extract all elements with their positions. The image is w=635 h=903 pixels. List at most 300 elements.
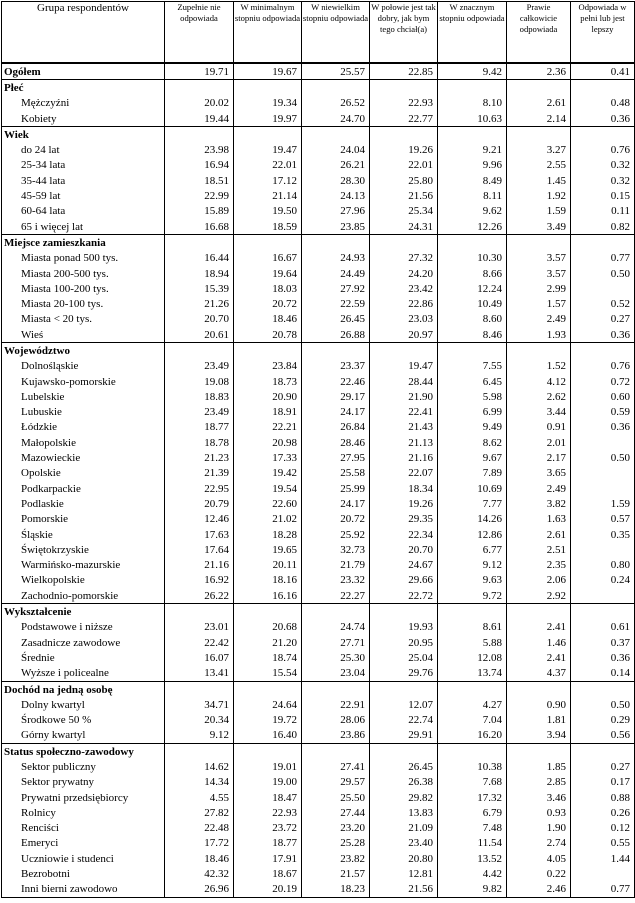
empty-cell — [438, 604, 507, 620]
table-row — [2, 266, 635, 281]
table-cell: 0.57 — [571, 512, 635, 527]
section-title: Wiek — [2, 127, 165, 143]
empty-cell — [302, 681, 370, 697]
table-cell: 29.76 — [370, 666, 438, 682]
table-cell: 0.27 — [571, 759, 635, 774]
table-cell: 0.76 — [571, 142, 635, 157]
table-cell: 12.81 — [370, 866, 438, 881]
row-label: Sektor publiczny — [2, 759, 165, 774]
table-cell — [571, 866, 635, 881]
table-cell: 26.21 — [302, 158, 370, 173]
section-header-row — [2, 744, 635, 760]
table-cell: 0.90 — [507, 697, 571, 712]
table-cell: 20.72 — [302, 512, 370, 527]
table-cell: 1.57 — [507, 296, 571, 311]
table-row — [2, 312, 635, 327]
empty-cell — [507, 80, 571, 96]
table-cell: 3.57 — [507, 251, 571, 266]
row-label: Miasta ponad 500 tys. — [2, 251, 165, 266]
table-cell: 2.61 — [507, 527, 571, 542]
table-cell: 22.60 — [234, 496, 302, 511]
table-cell: 3.49 — [507, 219, 571, 235]
table-cell: 9.62 — [438, 204, 507, 219]
table-cell: 18.83 — [165, 389, 234, 404]
table-cell: 22.93 — [234, 805, 302, 820]
table-cell: 7.77 — [438, 496, 507, 511]
table-cell: 9.12 — [165, 728, 234, 744]
table-cell: 29.66 — [370, 573, 438, 588]
table-cell: 21.23 — [165, 450, 234, 465]
empty-cell — [571, 343, 635, 359]
table-header — [2, 2, 635, 64]
empty-cell — [507, 604, 571, 620]
table-cell: 0.50 — [571, 450, 635, 465]
table-cell: 0.37 — [571, 635, 635, 650]
table-cell: 0.32 — [571, 158, 635, 173]
table-row — [2, 173, 635, 188]
table-cell: 23.42 — [370, 281, 438, 296]
row-label: Warmińsko-mazurskie — [2, 558, 165, 573]
table-cell: 18.67 — [234, 866, 302, 881]
table-cell: 19.42 — [234, 466, 302, 481]
satisfaction-table — [1, 1, 635, 898]
table-cell: 19.72 — [234, 712, 302, 727]
table-cell — [571, 435, 635, 450]
table-cell: 6.45 — [438, 374, 507, 389]
table-cell: 22.59 — [302, 296, 370, 311]
table-cell: 24.70 — [302, 111, 370, 127]
row-label: Łódzkie — [2, 420, 165, 435]
table-cell: 1.59 — [571, 496, 635, 511]
table-cell — [571, 466, 635, 481]
table-cell: 42.32 — [165, 866, 234, 881]
row-label: Emeryci — [2, 836, 165, 851]
table-row — [2, 588, 635, 604]
table-row — [2, 882, 635, 898]
table-cell: 23.40 — [370, 836, 438, 851]
empty-cell — [571, 681, 635, 697]
table-cell: 23.32 — [302, 573, 370, 588]
table-cell: 19.26 — [370, 142, 438, 157]
empty-cell — [234, 744, 302, 760]
table-cell: 25.34 — [370, 204, 438, 219]
table-cell: 19.47 — [370, 359, 438, 374]
empty-cell — [302, 235, 370, 251]
table-cell: 17.63 — [165, 527, 234, 542]
table-cell: 26.52 — [302, 96, 370, 111]
table-cell: 18.23 — [302, 882, 370, 898]
table-cell: 9.12 — [438, 558, 507, 573]
table-cell: 21.26 — [165, 296, 234, 311]
table-cell: 7.89 — [438, 466, 507, 481]
empty-cell — [370, 744, 438, 760]
table-cell: 22.48 — [165, 821, 234, 836]
table-cell: 0.91 — [507, 420, 571, 435]
table-cell: 26.45 — [370, 759, 438, 774]
table-cell: 2.06 — [507, 573, 571, 588]
table-cell: 0.26 — [571, 805, 635, 820]
table-cell: 4.12 — [507, 374, 571, 389]
table-row — [2, 188, 635, 203]
row-label: Kujawsko-pomorskie — [2, 374, 165, 389]
empty-cell — [234, 80, 302, 96]
table-cell: 23.72 — [234, 821, 302, 836]
table-cell: 21.79 — [302, 558, 370, 573]
empty-cell — [165, 343, 234, 359]
row-label: Małopolskie — [2, 435, 165, 450]
table-cell: 22.95 — [165, 481, 234, 496]
row-label: Miasta 100-200 tys. — [2, 281, 165, 296]
empty-cell — [302, 127, 370, 143]
table-cell: 0.27 — [571, 312, 635, 327]
table-cell: 21.57 — [302, 866, 370, 881]
table-cell: 24.17 — [302, 405, 370, 420]
table-row — [2, 204, 635, 219]
table-cell: 2.51 — [507, 542, 571, 557]
table-cell: 22.86 — [370, 296, 438, 311]
table-cell: 9.63 — [438, 573, 507, 588]
table-cell: 16.67 — [234, 251, 302, 266]
table-row — [2, 374, 635, 389]
table-row — [2, 790, 635, 805]
table-cell: 18.34 — [370, 481, 438, 496]
table-cell: 26.22 — [165, 588, 234, 604]
header-col-2: W minimalnym stopniu odpowiada — [234, 2, 302, 64]
row-label: Śląskie — [2, 527, 165, 542]
empty-cell — [370, 681, 438, 697]
section-title: Wykształcenie — [2, 604, 165, 620]
table-cell: 26.96 — [165, 882, 234, 898]
empty-cell — [507, 681, 571, 697]
table-cell: 20.98 — [234, 435, 302, 450]
table-cell: 0.59 — [571, 405, 635, 420]
table-cell: 0.15 — [571, 188, 635, 203]
table-cell: 24.93 — [302, 251, 370, 266]
table-cell: 2.62 — [507, 389, 571, 404]
header-row — [2, 2, 635, 64]
table-cell: 24.04 — [302, 142, 370, 157]
table-row — [2, 219, 635, 235]
table-cell: 1.45 — [507, 173, 571, 188]
table-cell: 23.04 — [302, 666, 370, 682]
table-cell: 27.82 — [165, 805, 234, 820]
table-cell: 3.44 — [507, 405, 571, 420]
table-cell: 21.02 — [234, 512, 302, 527]
table-cell: 0.36 — [571, 650, 635, 665]
table-cell: 2.14 — [507, 111, 571, 127]
table-cell: 0.24 — [571, 573, 635, 588]
table-cell: 0.93 — [507, 805, 571, 820]
table-cell: 16.94 — [165, 158, 234, 173]
table-cell: 22.74 — [370, 712, 438, 727]
table-cell: 16.40 — [234, 728, 302, 744]
table-cell: 16.20 — [438, 728, 507, 744]
table-cell: 1.85 — [507, 759, 571, 774]
table-cell: 22.21 — [234, 420, 302, 435]
table-cell: 4.42 — [438, 866, 507, 881]
table-cell: 12.08 — [438, 650, 507, 665]
table-cell: 5.98 — [438, 389, 507, 404]
row-label: Podstawowe i niższe — [2, 620, 165, 635]
table-cell: 13.41 — [165, 666, 234, 682]
table-row — [2, 712, 635, 727]
table-cell: 1.90 — [507, 821, 571, 836]
table-cell: 21.56 — [370, 882, 438, 898]
table-row — [2, 542, 635, 557]
table-cell: 11.54 — [438, 836, 507, 851]
table-cell: 18.46 — [165, 851, 234, 866]
empty-cell — [438, 80, 507, 96]
table-row — [2, 650, 635, 665]
table-cell: 14.34 — [165, 775, 234, 790]
section-header-row — [2, 343, 635, 359]
table-cell: 18.03 — [234, 281, 302, 296]
table-cell: 17.64 — [165, 542, 234, 557]
table-cell: 22.41 — [370, 405, 438, 420]
table-cell: 2.35 — [507, 558, 571, 573]
empty-cell — [507, 744, 571, 760]
table-row — [2, 405, 635, 420]
table-cell: 6.99 — [438, 405, 507, 420]
table-cell: 3.94 — [507, 728, 571, 744]
empty-cell — [165, 127, 234, 143]
table-cell: 8.46 — [438, 327, 507, 343]
row-label: Wieś — [2, 327, 165, 343]
empty-cell — [234, 604, 302, 620]
table-cell: 3.27 — [507, 142, 571, 157]
empty-cell — [165, 744, 234, 760]
table-cell: 0.14 — [571, 666, 635, 682]
empty-cell — [234, 127, 302, 143]
table-cell: 1.46 — [507, 635, 571, 650]
table-row — [2, 389, 635, 404]
section-title: Miejsce zamieszkania — [2, 235, 165, 251]
table-cell: 13.83 — [370, 805, 438, 820]
table-cell: 12.07 — [370, 697, 438, 712]
empty-cell — [507, 235, 571, 251]
table-cell: 28.44 — [370, 374, 438, 389]
table-row — [2, 666, 635, 682]
table-cell: 21.13 — [370, 435, 438, 450]
empty-cell — [370, 127, 438, 143]
table-row — [2, 775, 635, 790]
empty-cell — [302, 604, 370, 620]
table-cell: 8.66 — [438, 266, 507, 281]
table-cell: 0.77 — [571, 251, 635, 266]
table-cell: 0.35 — [571, 527, 635, 542]
table-row — [2, 512, 635, 527]
table-row — [2, 142, 635, 157]
table-cell: 21.16 — [165, 558, 234, 573]
table-cell: 22.99 — [165, 188, 234, 203]
table-cell: 27.32 — [370, 251, 438, 266]
table-cell — [571, 542, 635, 557]
table-cell: 29.17 — [302, 389, 370, 404]
row-label: Bezrobotni — [2, 866, 165, 881]
table-cell: 23.01 — [165, 620, 234, 635]
table-row — [2, 481, 635, 496]
header-col-7: Odpowiada w pełni lub jest lepszy — [571, 2, 635, 64]
table-cell: 0.88 — [571, 790, 635, 805]
table-cell: 28.30 — [302, 173, 370, 188]
table-cell: 17.12 — [234, 173, 302, 188]
row-label: Podlaskie — [2, 496, 165, 511]
table-row — [2, 281, 635, 296]
table-cell: 29.57 — [302, 775, 370, 790]
table-cell: 19.44 — [165, 111, 234, 127]
table-cell: 9.96 — [438, 158, 507, 173]
table-cell: 19.50 — [234, 204, 302, 219]
table-cell: 0.52 — [571, 296, 635, 311]
row-label: Prywatni przedsiębiorcy — [2, 790, 165, 805]
row-label: Zasadnicze zawodowe — [2, 635, 165, 650]
table-row — [2, 251, 635, 266]
table-cell — [571, 281, 635, 296]
row-label: Dolny kwartyl — [2, 697, 165, 712]
table-cell: 2.92 — [507, 588, 571, 604]
table-cell: 20.02 — [165, 96, 234, 111]
table-row — [2, 805, 635, 820]
table-cell: 0.50 — [571, 266, 635, 281]
table-cell: 19.65 — [234, 542, 302, 557]
table-cell: 15.89 — [165, 204, 234, 219]
table-cell: 8.11 — [438, 188, 507, 203]
table-cell: 22.01 — [370, 158, 438, 173]
empty-cell — [438, 127, 507, 143]
empty-cell — [438, 343, 507, 359]
table-cell: 7.48 — [438, 821, 507, 836]
table-cell: 0.80 — [571, 558, 635, 573]
table-cell: 21.20 — [234, 635, 302, 650]
table-row — [2, 851, 635, 866]
table-cell: 0.55 — [571, 836, 635, 851]
table-cell: 23.37 — [302, 359, 370, 374]
table-cell: 0.76 — [571, 359, 635, 374]
table-cell: 20.19 — [234, 882, 302, 898]
section-title: Dochód na jedną osobę — [2, 681, 165, 697]
row-label: Sektor prywatny — [2, 775, 165, 790]
empty-cell — [165, 604, 234, 620]
table-cell: 17.33 — [234, 450, 302, 465]
table-row — [2, 420, 635, 435]
table-row — [2, 359, 635, 374]
table-cell: 13.52 — [438, 851, 507, 866]
table-cell: 13.74 — [438, 666, 507, 682]
table-cell: 9.42 — [438, 63, 507, 80]
table-cell: 18.73 — [234, 374, 302, 389]
table-cell: 1.81 — [507, 712, 571, 727]
table-cell: 24.49 — [302, 266, 370, 281]
table-cell: 29.82 — [370, 790, 438, 805]
table-row — [2, 527, 635, 542]
table-cell: 0.11 — [571, 204, 635, 219]
table-cell: 20.97 — [370, 327, 438, 343]
table-cell: 21.56 — [370, 188, 438, 203]
table-cell: 25.80 — [370, 173, 438, 188]
row-label: Rolnicy — [2, 805, 165, 820]
section-title: Płeć — [2, 80, 165, 96]
table-cell: 0.41 — [571, 63, 635, 80]
table-cell: 12.24 — [438, 281, 507, 296]
table-cell: 19.54 — [234, 481, 302, 496]
table-cell: 6.77 — [438, 542, 507, 557]
table-cell: 17.32 — [438, 790, 507, 805]
table-cell: 0.36 — [571, 420, 635, 435]
empty-cell — [234, 235, 302, 251]
section-title: Województwo — [2, 343, 165, 359]
table-row — [2, 496, 635, 511]
table-cell: 2.41 — [507, 620, 571, 635]
table-cell: 19.67 — [234, 63, 302, 80]
table-cell: 18.47 — [234, 790, 302, 805]
table-cell: 14.62 — [165, 759, 234, 774]
table-cell: 23.49 — [165, 405, 234, 420]
table-cell: 27.41 — [302, 759, 370, 774]
row-label: Dolnośląskie — [2, 359, 165, 374]
empty-cell — [571, 744, 635, 760]
table-cell: 0.56 — [571, 728, 635, 744]
table-cell: 22.85 — [370, 63, 438, 80]
table-cell: 20.68 — [234, 620, 302, 635]
table-cell: 18.91 — [234, 405, 302, 420]
table-cell: 18.77 — [234, 836, 302, 851]
row-label: Zachodnio-pomorskie — [2, 588, 165, 604]
table-cell: 21.16 — [370, 450, 438, 465]
table-row — [2, 635, 635, 650]
table-cell: 20.70 — [370, 542, 438, 557]
table-row — [2, 450, 635, 465]
empty-cell — [438, 744, 507, 760]
table-row — [2, 697, 635, 712]
table-cell — [571, 481, 635, 496]
table-cell: 10.69 — [438, 481, 507, 496]
table-cell: 22.77 — [370, 111, 438, 127]
table-cell: 24.13 — [302, 188, 370, 203]
table-cell: 27.92 — [302, 281, 370, 296]
header-col-1: Zupełnie nie odpowiada — [165, 2, 234, 64]
table-cell: 4.55 — [165, 790, 234, 805]
empty-cell — [165, 681, 234, 697]
table-row — [2, 158, 635, 173]
table-cell: 0.60 — [571, 389, 635, 404]
table-cell: 2.46 — [507, 882, 571, 898]
empty-cell — [438, 235, 507, 251]
empty-cell — [571, 604, 635, 620]
table-row — [2, 296, 635, 311]
table-cell: 10.63 — [438, 111, 507, 127]
table-cell: 26.38 — [370, 775, 438, 790]
table-cell: 10.38 — [438, 759, 507, 774]
table-cell: 8.61 — [438, 620, 507, 635]
table-cell: 12.46 — [165, 512, 234, 527]
row-label: Wielkopolskie — [2, 573, 165, 588]
row-label: Miasta < 20 tys. — [2, 312, 165, 327]
table-cell: 0.22 — [507, 866, 571, 881]
table-cell: 15.54 — [234, 666, 302, 682]
table-cell: 19.26 — [370, 496, 438, 511]
table-row — [2, 466, 635, 481]
table-cell: 19.97 — [234, 111, 302, 127]
table-cell: 2.99 — [507, 281, 571, 296]
table-cell: 20.34 — [165, 712, 234, 727]
table-cell: 19.93 — [370, 620, 438, 635]
table-cell: 27.71 — [302, 635, 370, 650]
table-row — [2, 620, 635, 635]
header-group: Grupa respondentów — [2, 2, 165, 64]
empty-cell — [571, 127, 635, 143]
table-cell: 2.61 — [507, 96, 571, 111]
row-label: Inni bierni zawodowo — [2, 882, 165, 898]
